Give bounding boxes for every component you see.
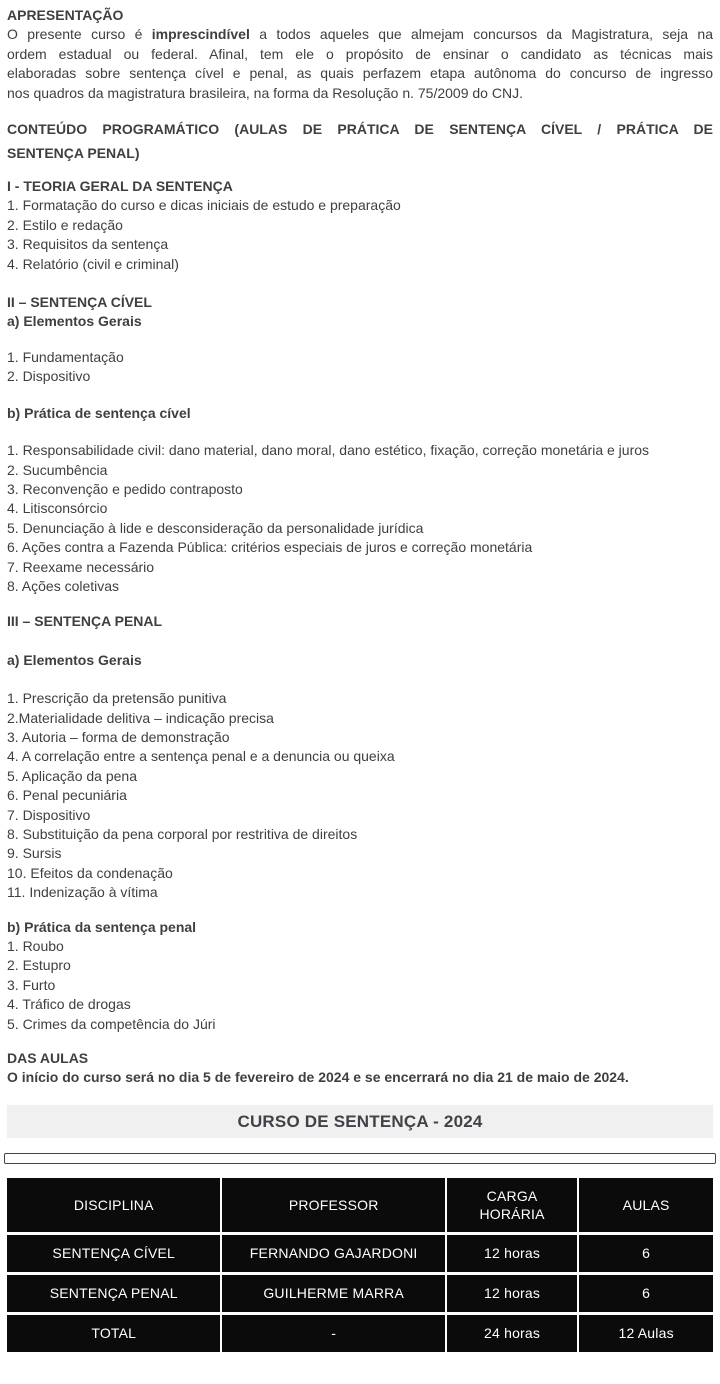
subsection-heading-a: a) Elementos Gerais: [7, 313, 142, 330]
subsection-list-a: [7, 689, 713, 902]
list-item: 2. Estupro: [7, 957, 71, 974]
apresentacao-paragraph: [7, 25, 713, 103]
list-item: 2. Dispositivo: [7, 368, 91, 385]
list-item: 8. Substituição da pena corporal por restritiva de direitos: [7, 826, 358, 842]
table-cell: FERNANDO GAJARDONI: [222, 1232, 446, 1272]
table-row: [7, 1232, 713, 1272]
table-cell: 12 horas: [447, 1272, 579, 1312]
heading-line: SENTENÇA PENAL): [7, 145, 140, 162]
course-dates-line: O início do curso será no dia 5 de fevereiro de 2024 e se encerrará no dia 21 de maio de 2024.: [7, 1069, 629, 1086]
table-cell: 24 horas: [447, 1312, 579, 1352]
table-cell: -: [222, 1312, 446, 1352]
paragraph-line: nos quadros da magistratura brasileira, na forma da Resolução n. 75/2009 do CNJ.: [7, 84, 523, 101]
heading-line: CONTEÚDO PROGRAMÁTICO (AULAS DE PRÁTICA DE SENTENÇA CÍVEL / PRÁTICA DE: [7, 121, 713, 138]
paragraph-line: elaboradas sobre sentença cível e penal, as quais perfazem etapa autônoma do concurso de ingresso: [7, 65, 713, 82]
list-item: 1. Prescrição da pretensão punitiva: [7, 690, 227, 707]
section-sentenca-penal: [7, 612, 713, 1034]
list-item: 1. Fundamentação: [7, 348, 124, 365]
list-item: 6. Penal pecuniária: [7, 787, 127, 804]
table-total-row: [7, 1312, 713, 1352]
list-item: 5. Aplicação da pena: [7, 767, 137, 784]
table-header-row: [7, 1178, 713, 1232]
section-sentenca-civel: [7, 293, 713, 596]
list-item: 4. Tráfico de drogas: [7, 996, 131, 1013]
table-header-cell: AULAS: [579, 1178, 713, 1232]
table-cell: SENTENÇA PENAL: [7, 1272, 222, 1312]
table-cell: 6: [579, 1272, 713, 1312]
paragraph-line: ordem estadual ou federal. Afinal, tem ele o propósito de ensinar o candidato as técnicas mais: [7, 45, 713, 62]
section-teoria-geral: [7, 177, 713, 274]
list-item: 2.Materialidade delitiva – indicação precisa: [7, 709, 274, 726]
list-item: 2. Estilo e redação: [7, 216, 123, 233]
subsection-list-b: [7, 937, 713, 1034]
list-item: 9. Sursis: [7, 845, 62, 862]
bold-word: imprescindível: [151, 26, 250, 43]
list-item: 8. Ações coletivas: [7, 577, 120, 594]
table-header-cell: DISCIPLINA: [7, 1178, 222, 1232]
list-item: 5. Denunciação à lide e desconsideração da personalidade jurídica: [7, 519, 424, 536]
subsection-list-b: [7, 441, 713, 596]
list-item: 11. Indenização à vítima: [7, 884, 158, 901]
list-item: 4. Litisconsórcio: [7, 500, 108, 517]
section-heading: II – SENTENÇA CÍVEL: [7, 294, 152, 311]
subsection-heading-b: b) Prática de sentença cível: [7, 404, 191, 421]
list-item: 10. Efeitos da condenação: [7, 864, 173, 881]
course-table: [7, 1178, 713, 1352]
list-item: 7. Reexame necessário: [7, 558, 155, 575]
subsection-heading-b: b) Prática da sentença penal: [7, 918, 197, 935]
course-banner: [7, 1105, 713, 1138]
table-cell: TOTAL: [7, 1312, 222, 1352]
table-cell: GUILHERME MARRA: [222, 1272, 446, 1312]
list-item: 1. Roubo: [7, 938, 64, 955]
section-heading: I - TEORIA GERAL DA SENTENÇA: [7, 178, 233, 195]
list-item: 3. Autoria – forma de demonstração: [7, 728, 230, 745]
list-item: 6. Ações contra a Fazenda Pública: critérios especiais de juros e correção monetária: [7, 539, 533, 556]
section-heading: DAS AULAS: [7, 1050, 89, 1067]
table-cell: 6: [579, 1232, 713, 1272]
conteudo-programatico-heading: [7, 117, 713, 165]
list-item: 1. Formatação do curso e dicas iniciais de estudo e preparação: [7, 197, 401, 214]
list-item: 2. Sucumbência: [7, 461, 108, 478]
section-das-aulas: [7, 1049, 713, 1088]
list-item: 4. Relatório (civil e criminal): [7, 255, 179, 272]
list-item: 3. Requisitos da sentença: [7, 236, 169, 253]
list-item: 7. Dispositivo: [7, 806, 91, 823]
table-header-cell: PROFESSOR: [222, 1178, 446, 1232]
list-item: 5. Crimes da competência do Júri: [7, 1015, 216, 1032]
table-header-cell: CARGA HORÁRIA: [447, 1178, 579, 1232]
table-row: [7, 1272, 713, 1312]
empty-progress-bar: [4, 1153, 716, 1164]
subsection-heading-a: a) Elementos Gerais: [7, 651, 142, 668]
course-banner-title: CURSO DE SENTENÇA - 2024: [237, 1111, 483, 1131]
section-heading: III – SENTENÇA PENAL: [7, 613, 163, 630]
list-item: 1. Responsabilidade civil: dano material, dano moral, dano estético, fixação, correção monetária e juros: [7, 442, 650, 459]
table-cell: SENTENÇA CÍVEL: [7, 1232, 222, 1272]
subsection-list-a: [7, 348, 713, 387]
table-cell: 12 horas: [447, 1232, 579, 1272]
list-item: 4. A correlação entre a sentença penal e a denuncia ou queixa: [7, 748, 395, 765]
apresentacao-heading: APRESENTAÇÃO: [7, 7, 124, 23]
list-item: 3. Furto: [7, 976, 56, 993]
paragraph-line: O presente curso é imprescindível a todos aqueles que almejam concursos da Magistratura, seja na: [7, 26, 713, 43]
list-item: 3. Reconvenção e pedido contraposto: [7, 480, 243, 497]
table-cell: 12 Aulas: [579, 1312, 713, 1352]
